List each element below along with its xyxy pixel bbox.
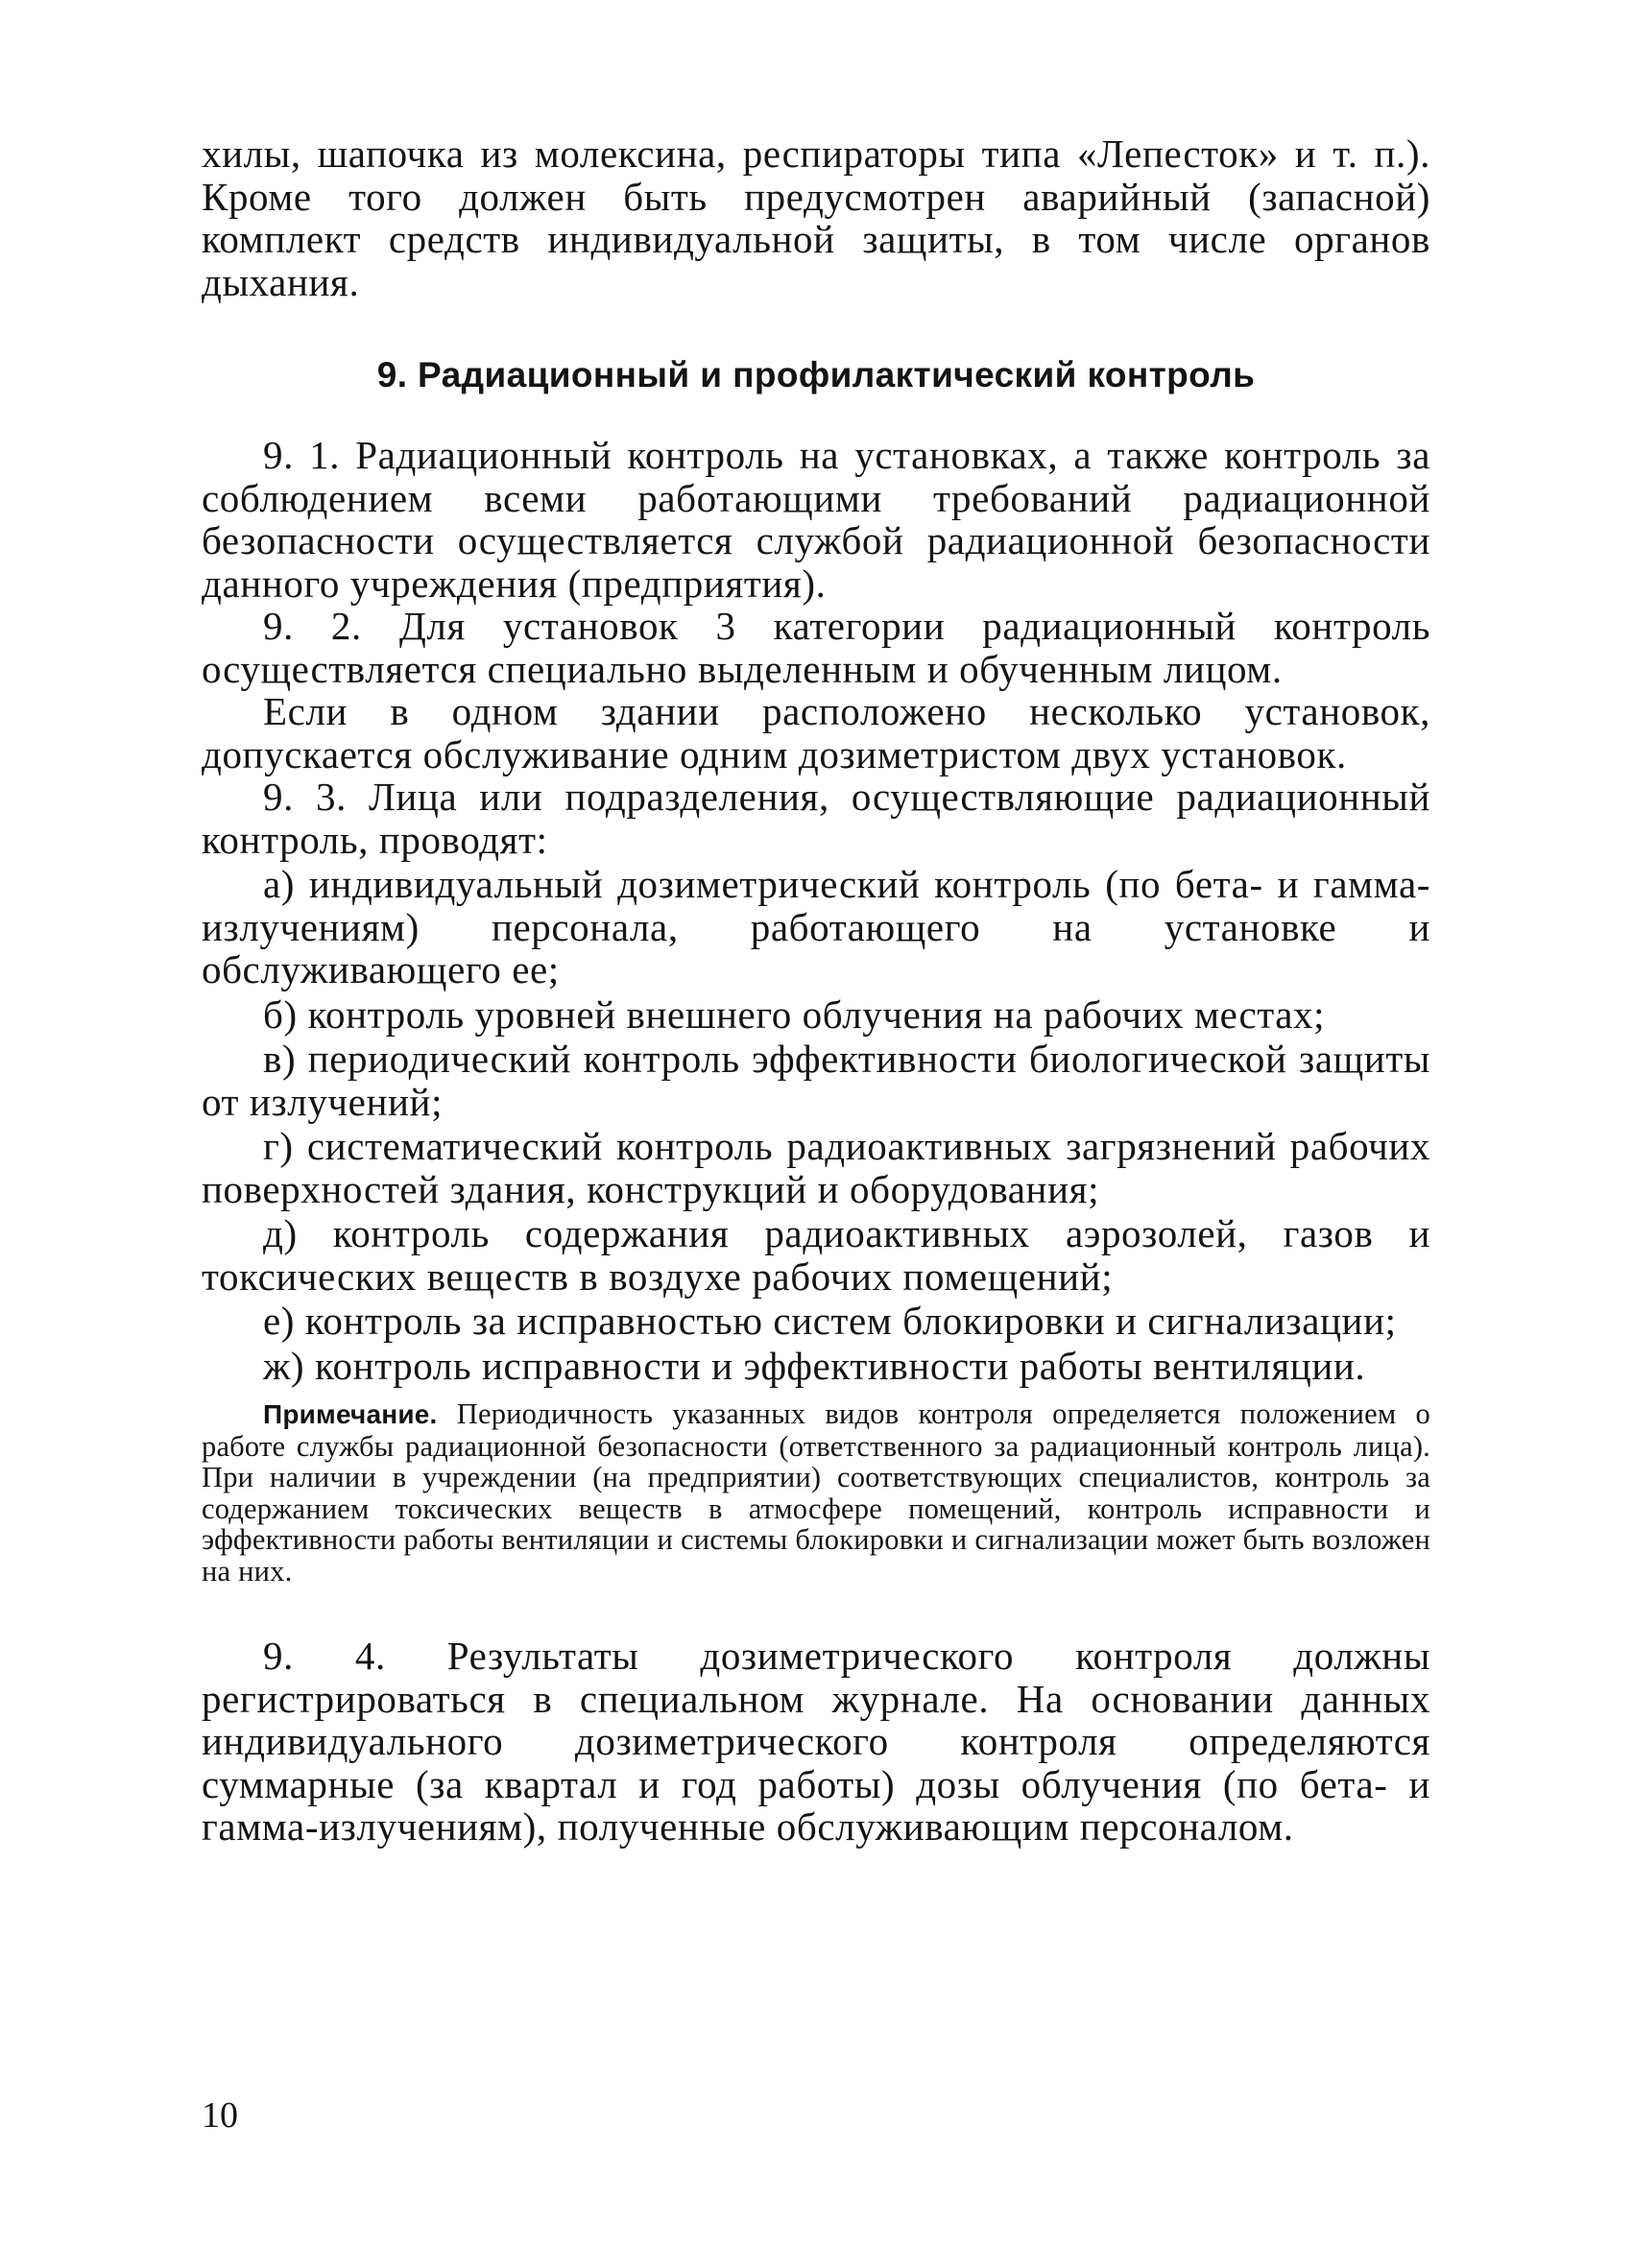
list-item-e: е) контроль за исправностью систем блокировки и сигнализации; [263,1299,1397,1343]
page-number: 10 [202,2095,238,2136]
note-label: Примечание. [263,1399,438,1429]
list-item-v: в) периодический контроль эффективности биологической защиты от излучений; [202,1037,1430,1124]
list-item-zh: ж) контроль исправности и эффективности работы вентиляции. [263,1343,1366,1388]
intro-paragraph: хилы, шапочка из молексина, респираторы типа «Лепесток» и т. п.). Кроме того должен быть предусмотрен аварийный (запасной) комплект средств индивидуальной защиты, в том числе органов дыхания. [202,131,1430,304]
section-heading: 9. Радиационный и профилактический контроль [376,355,1256,394]
note-text: Периодичность указанных видов контроля определяется положением о работе службы радиационной безопасности (ответственного за радиационный контроль лица). При наличии в учреждении (на предприятии) соответствующих специалистов, контроль за содержанием токсических веществ в атмосфере помещений, контроль исправности и эффективности работы вентиляции и системы блокировки и сигнализации может быть возложен на них. [202,1397,1430,1588]
paragraph-9-3: 9. 3. Лица или подразделения, осуществляющие радиационный контроль, проводят: [202,775,1430,862]
note [202,1398,1430,1587]
list-item-b: б) контроль уровней внешнего облучения на рабочих местах; [263,991,1326,1037]
paragraph-9-1: 9. 1. Радиационный контроль на установках, а также контроль за соблюдением всеми работающими требований радиационной безопасности осуществляется службой радиационной безопасности данного учреждения (предприятия). [202,433,1430,606]
list-item-a: а) индивидуальный дозиметрический контроль (по бета- и гамма-излучениям) персонала, работающего на установке и обслуживающего ее; [202,862,1430,991]
paragraph-9-4: 9. 4. Результаты дозиметрического контроля должны регистрироваться в специальном журнале. На основании данных индивидуального дозиметрического контроля определяются суммарные (за квартал и год работы) дозы облучения (по бета- и гамма-излучениям), полученные обслуживающим персоналом. [202,1634,1430,1849]
list-item-d: д) контроль содержания радиоактивных аэрозолей, газов и токсических веществ в воздухе рабочих помещений; [202,1211,1430,1299]
document-page [202,132,1430,1849]
paragraph-9-2-continued: Если в одном здании расположено несколько установок, допускается обслуживание одним дозиметристом двух установок. [202,689,1430,776]
paragraph-9-2: 9. 2. Для установок 3 категории радиационный контроль осуществляется специально выделенным и обученным лицом. [202,604,1430,691]
list-item-g: г) систематический контроль радиоактивных загрязнений рабочих поверхностей здания, конструкций и оборудования; [202,1124,1430,1211]
